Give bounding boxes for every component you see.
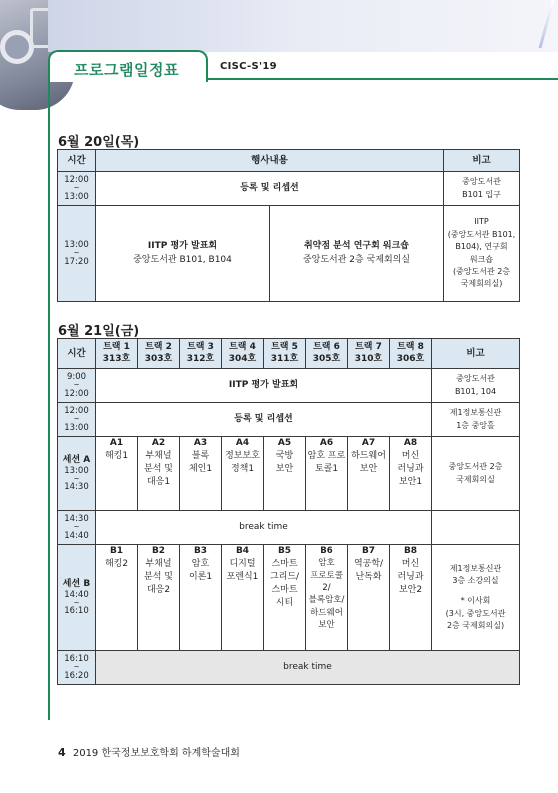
event-header: 행사내용 bbox=[96, 150, 444, 172]
side-rule bbox=[48, 80, 50, 720]
track-header: 트랙 6 305호 bbox=[306, 339, 348, 369]
time-header: 시간 bbox=[58, 339, 96, 369]
note-cell bbox=[432, 511, 520, 545]
time-cell: 13:00 ~ 17:20 bbox=[58, 206, 96, 302]
header-rule bbox=[206, 78, 558, 80]
time-cell: 14:30 ~ 14:40 bbox=[58, 511, 96, 545]
table-header-row bbox=[58, 339, 520, 369]
session-cell: B5 스마트 그리드/ 스마트 시티 bbox=[264, 545, 306, 651]
track-header: 트랙 1 313호 bbox=[96, 339, 138, 369]
session-cell: A1 해킹1 bbox=[96, 437, 138, 511]
table-row bbox=[58, 206, 520, 302]
break-row bbox=[58, 651, 520, 685]
conference-tag: CISC-S'19 bbox=[220, 61, 277, 72]
note-header: 비고 bbox=[432, 339, 520, 369]
note-cell: 중앙도서관 2층 국제회의실 bbox=[432, 437, 520, 511]
break-cell: break time bbox=[96, 511, 432, 545]
note-cell: 제1정보통신관 1층 중앙홀 bbox=[432, 403, 520, 437]
session-cell: A2 부채널 분석 및 대응1 bbox=[138, 437, 180, 511]
session-cell: A5 국방 보안 bbox=[264, 437, 306, 511]
event-title: IITP 평가 발표회 bbox=[147, 241, 218, 252]
event-title: 취약점 분석 연구회 워크숍 bbox=[303, 241, 410, 252]
session-cell: A6 암호 프로 토콜1 bbox=[306, 437, 348, 511]
session-cell: B3 암호 이론1 bbox=[180, 545, 222, 651]
event-cell: 등록 및 리셉션 bbox=[96, 172, 444, 206]
break-cell: break time bbox=[96, 651, 520, 685]
track-header: 트랙 8 306호 bbox=[390, 339, 432, 369]
event-cell: IITP 평가 발표회 bbox=[96, 369, 432, 403]
session-cell: B2 부채널 분석 및 대응2 bbox=[138, 545, 180, 651]
note-cell: IITP (중앙도서관 B101, B104), 연구회 워크숍 (중앙도서관 2층 국제회의실) bbox=[444, 206, 520, 302]
session-cell: A8 머신 러닝과 보안1 bbox=[390, 437, 432, 511]
note-header: 비고 bbox=[444, 150, 520, 172]
break-row bbox=[58, 511, 520, 545]
event-cell: 등록 및 리셉션 bbox=[96, 403, 432, 437]
time-cell: 12:00 ~ 13:00 bbox=[58, 403, 96, 437]
day1-schedule-table bbox=[57, 149, 520, 302]
time-cell: 16:10 ~ 16:20 bbox=[58, 651, 96, 685]
session-b-row bbox=[58, 545, 520, 651]
track-header: 트랙 7 310호 bbox=[348, 339, 390, 369]
table-row bbox=[58, 403, 520, 437]
header-band bbox=[48, 0, 558, 52]
session-cell: B1 해킹2 bbox=[96, 545, 138, 651]
note-cell: 중앙도서관 B101, 104 bbox=[432, 369, 520, 403]
event-cell bbox=[270, 206, 444, 302]
track-header: 트랙 5 311호 bbox=[264, 339, 306, 369]
section-title: 프로그램일정표 bbox=[74, 61, 179, 79]
table-row bbox=[58, 369, 520, 403]
time-cell: 세션 A 13:00 ~ 14:30 bbox=[58, 437, 96, 511]
event-cell bbox=[96, 206, 270, 302]
section-tab bbox=[48, 50, 208, 82]
track-header: 트랙 4 304호 bbox=[222, 339, 264, 369]
page-number: 4 bbox=[58, 746, 66, 759]
session-label: 세션 A bbox=[62, 454, 91, 465]
day1-title: 6월 20일(목) bbox=[58, 135, 140, 150]
table-header-row bbox=[58, 150, 520, 172]
session-cell: B4 디지털 포렌식1 bbox=[222, 545, 264, 651]
track-header: 트랙 2 303호 bbox=[138, 339, 180, 369]
footer-text: 2019 한국정보보호학회 하계학술대회 bbox=[72, 748, 240, 759]
session-cell: B7 역공학/ 난독화 bbox=[348, 545, 390, 651]
session-cell: A4 정보보호 정책1 bbox=[222, 437, 264, 511]
note-cell: 제1정보통신관 3층 소강의실 * 이사회 (3시, 중앙도서관 2층 국제회의실) bbox=[432, 545, 520, 651]
session-cell: A3 블록 체인1 bbox=[180, 437, 222, 511]
day2-schedule-table bbox=[57, 338, 520, 685]
session-label: 세션 B bbox=[62, 578, 91, 589]
page-footer bbox=[58, 744, 240, 759]
session-cell: A7 하드웨어 보안 bbox=[348, 437, 390, 511]
session-cell: B8 머신 러닝과 보안2 bbox=[390, 545, 432, 651]
note-cell: 중앙도서관 B101 입구 bbox=[444, 172, 520, 206]
table-row bbox=[58, 172, 520, 206]
track-header: 트랙 3 312호 bbox=[180, 339, 222, 369]
session-a-row bbox=[58, 437, 520, 511]
time-cell: 9:00 ~ 12:00 bbox=[58, 369, 96, 403]
time-cell: 세션 B 14:40 ~ 16:10 bbox=[58, 545, 96, 651]
section-header bbox=[48, 50, 558, 80]
event-place: 중앙도서관 B101, B104 bbox=[133, 254, 232, 265]
time-header: 시간 bbox=[58, 150, 96, 172]
time-cell: 12:00 ~ 13:00 bbox=[58, 172, 96, 206]
event-place: 중앙도서관 2층 국제회의실 bbox=[302, 254, 411, 265]
day2-title: 6월 21일(금) bbox=[58, 324, 140, 339]
session-cell: B6 암호 프로토콜2/ 블록암호/ 하드웨어 보안 bbox=[306, 545, 348, 651]
